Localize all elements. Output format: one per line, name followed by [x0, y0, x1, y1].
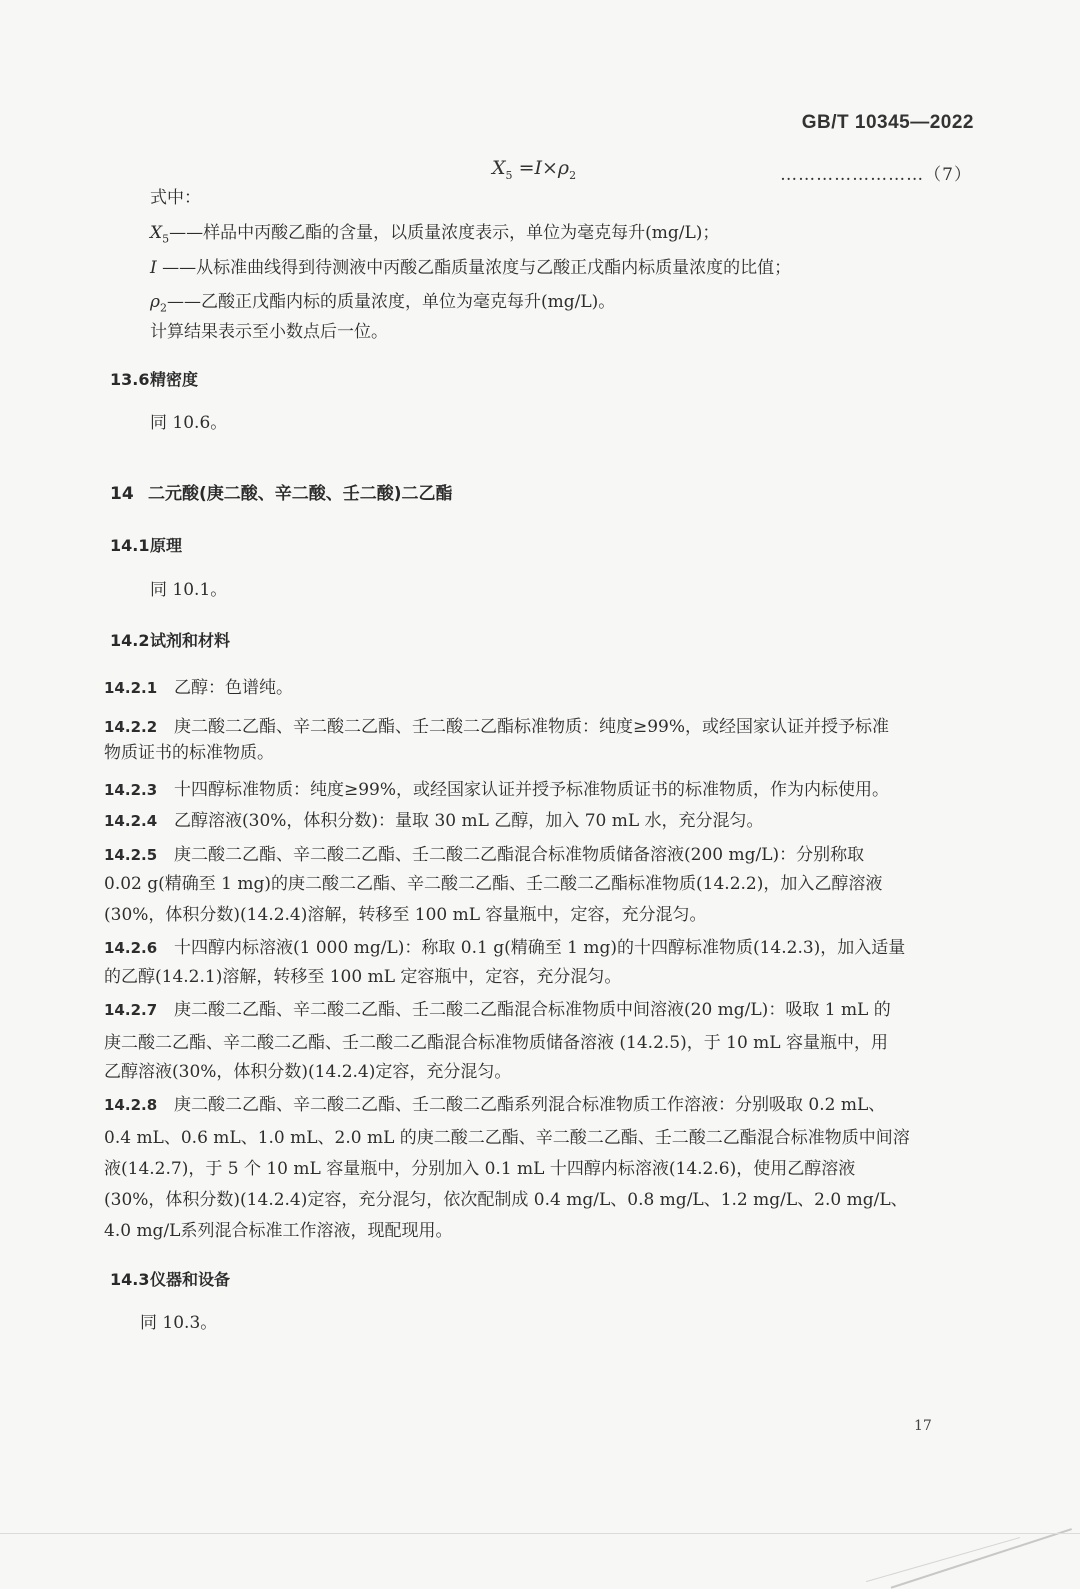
- body-14-3: 同 10.3。: [140, 1313, 218, 1333]
- item-14-2-3: 14.2.3 十四醇标准物质：纯度≥99%，或经国家认证并授予标准物质证书的标准物质，作为内标使用。: [104, 780, 890, 800]
- item-14-2-1: 14.2.1 乙醇：色谱纯。: [104, 678, 293, 698]
- heading-14: 14 二元酸(庚二酸、辛二酸、壬二酸)二乙酯: [110, 484, 453, 504]
- item-14-2-6-cont: 的乙醇(14.2.1)溶解，转移至 100 mL 定容瓶中，定容，充分混匀。: [104, 967, 622, 987]
- heading-14-3: 14.3仪器和设备: [110, 1270, 231, 1289]
- item-14-2-5-cont2: (30%，体积分数)(14.2.4)溶解，转移至 100 mL 容量瓶中，定容，充分混匀。: [104, 905, 707, 925]
- scan-artifact-line: [891, 1528, 1072, 1589]
- standard-code: GB/T 10345—2022: [801, 112, 974, 133]
- item-14-2-5-cont1: 0.02 g(精确至 1 mg)的庚二酸二乙酯、辛二酸二乙酯、壬二酸二乙酯标准物质(14.2.2)，加入乙醇溶液: [104, 874, 883, 894]
- item-14-2-7-cont1: 庚二酸二乙酯、辛二酸二乙酯、壬二酸二乙酯混合标准物质储备溶液 (14.2.5)，于 10 mL 容量瓶中，用: [104, 1033, 888, 1053]
- item-14-2-7-cont2: 乙醇溶液(30%，体积分数)(14.2.4)定容，充分混匀。: [104, 1062, 512, 1082]
- body-14-1: 同 10.1。: [150, 580, 228, 600]
- rounding-note: 计算结果表示至小数点后一位。: [150, 322, 388, 342]
- item-14-2-2: 14.2.2 庚二酸二乙酯、辛二酸二乙酯、壬二酸二乙酯标准物质：纯度≥99%，或经国家认证并授予标准: [104, 717, 890, 737]
- scan-artifact-line: [866, 1537, 1020, 1582]
- definition-rho2: $\rho_2——$乙酸正戊酯内标的质量浓度，单位为毫克每升(mg/L)。: [150, 292, 616, 315]
- item-14-2-6: 14.2.6 十四醇内标溶液(1 000 mg/L)：称取 0.1 g(精确至 1 mg)的十四醇标准物质(14.2.3)，加入适量: [104, 938, 906, 958]
- heading-13-6: 13.6精密度: [110, 370, 199, 389]
- formula-rhs: =I×ρ: [518, 157, 570, 179]
- item-14-2-7: 14.2.7 庚二酸二乙酯、辛二酸二乙酯、壬二酸二乙酯混合标准物质中间溶液(20 mg/L)：吸取 1 mL 的: [104, 1000, 891, 1020]
- item-14-2-8-cont1: 0.4 mL、0.6 mL、1.0 mL、2.0 mL 的庚二酸二乙酯、辛二酸二乙酯、壬二酸二乙酯混合标准物质中间溶: [104, 1128, 910, 1148]
- item-14-2-8-cont4: 4.0 mg/L系列混合标准工作溶液，现配现用。: [104, 1221, 453, 1241]
- item-14-2-2-cont: 物质证书的标准物质。: [104, 743, 274, 763]
- where-intro: 式中：: [150, 188, 201, 208]
- heading-14-1: 14.1原理: [110, 536, 183, 555]
- heading-14-2: 14.2试剂和材料: [110, 631, 231, 650]
- item-14-2-8-cont2: 液(14.2.7)，于 5 个 10 mL 容量瓶中，分别加入 0.1 mL 十四醇内标溶液(14.2.6)，使用乙醇溶液: [104, 1159, 856, 1179]
- page-number: 17: [914, 1418, 932, 1434]
- item-14-2-8: 14.2.8 庚二酸二乙酯、辛二酸二乙酯、壬二酸二乙酯系列混合标准物质工作溶液：分别吸取 0.2 mL、: [104, 1095, 886, 1115]
- definition-i: I ——从标准曲线得到待测液中丙酸乙酯质量浓度与乙酸正戊酯内标质量浓度的比值；: [150, 258, 792, 278]
- formula-lhs: X: [492, 157, 506, 179]
- item-14-2-4: 14.2.4 乙醇溶液(30%，体积分数)：量取 30 mL 乙醇，加入 70 mL 水，充分混匀。: [104, 811, 764, 831]
- body-13-6: 同 10.6。: [150, 413, 228, 433]
- item-14-2-5: 14.2.5 庚二酸二乙酯、辛二酸二乙酯、壬二酸二乙酯混合标准物质储备溶液(200 mg/L)：分别称取: [104, 845, 865, 865]
- equation-number: ……………………（7）: [780, 165, 972, 185]
- formula: $X_5 =I\times\rho_2$: [492, 157, 577, 182]
- page-edge: [0, 1533, 1080, 1534]
- item-14-2-8-cont3: (30%，体积分数)(14.2.4)定容，充分混匀，依次配制成 0.4 mg/L、0.8 mg/L、1.2 mg/L、2.0 mg/L、: [104, 1190, 908, 1210]
- definition-x5: $X_5——$样品中丙酸乙酯的含量，以质量浓度表示，单位为毫克每升(mg/L)；: [150, 223, 720, 246]
